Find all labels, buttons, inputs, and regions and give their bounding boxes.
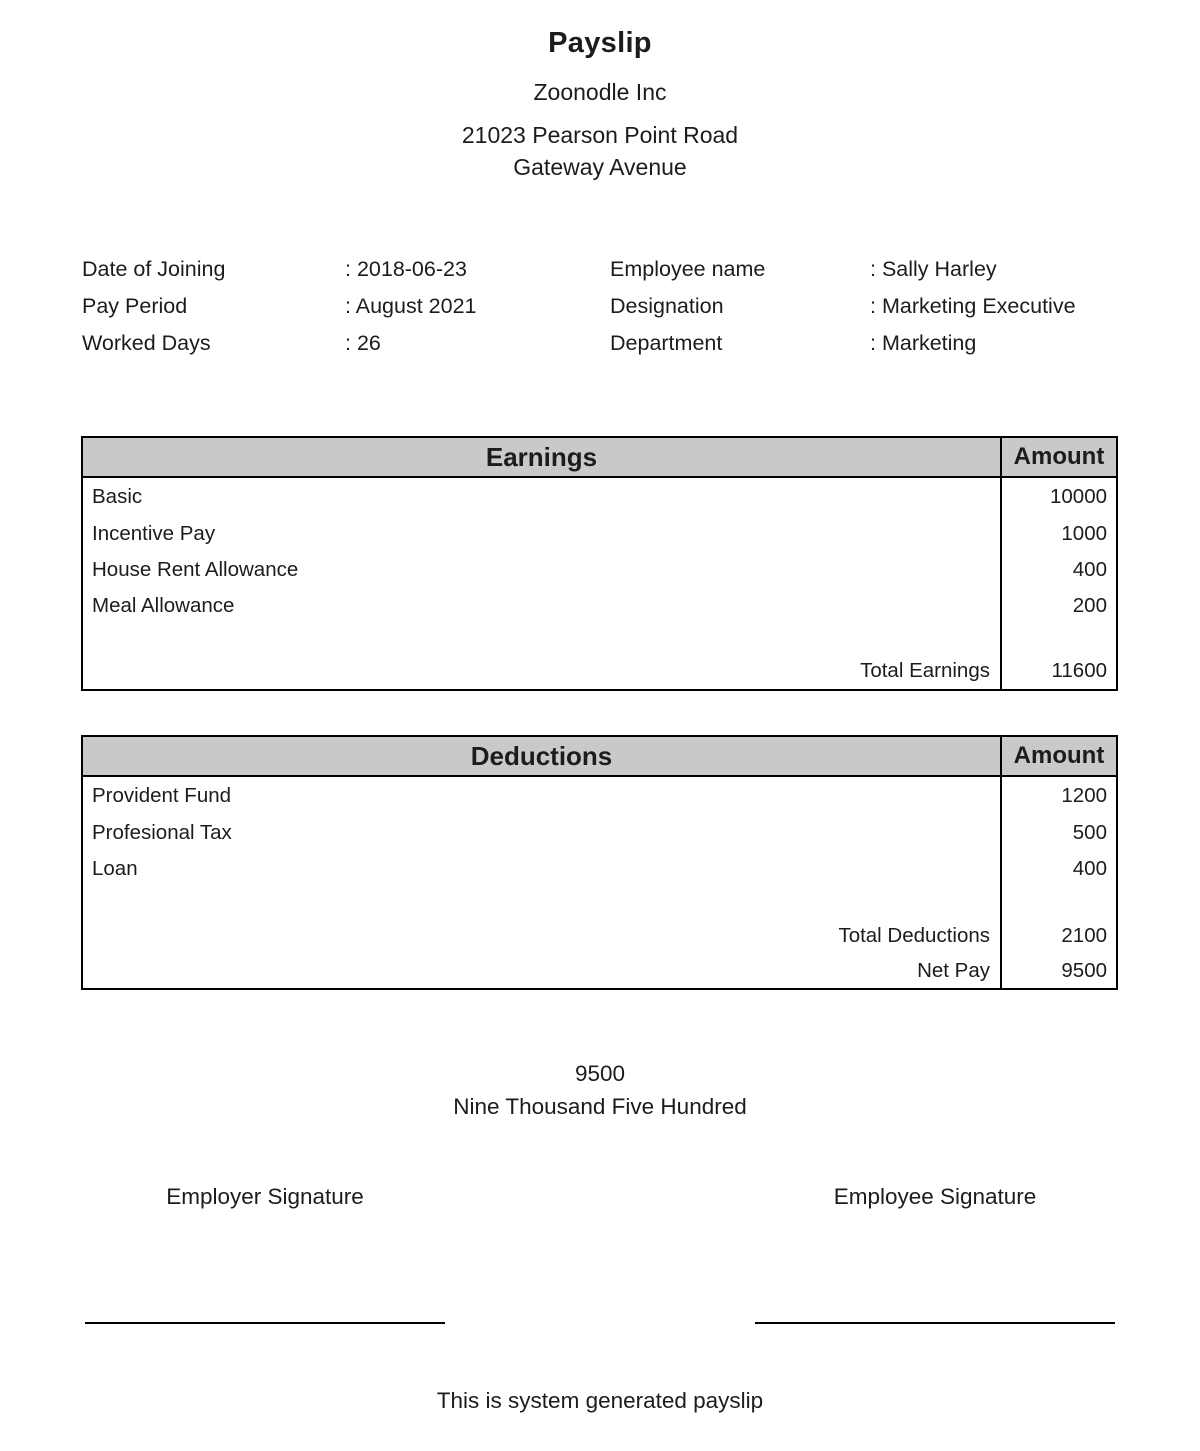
deductions-table-body — [83, 777, 1116, 988]
earnings-table-header — [83, 438, 1116, 478]
company-name: Zoonodle Inc — [533, 79, 667, 105]
system-generated-note: This is system generated payslip — [436, 1388, 764, 1413]
document-header — [0, 0, 1200, 181]
net-pay-label: Net Pay — [83, 954, 1002, 988]
deductions-row-label: Profesional Tax — [83, 815, 1002, 851]
earnings-table — [81, 436, 1118, 691]
deductions-row-amount: 1200 — [1061, 784, 1107, 807]
pay-period-label: Pay Period — [82, 294, 188, 318]
info-row-department — [610, 325, 1118, 362]
worked-days-value: : 26 — [345, 331, 381, 355]
earnings-row-label: Incentive Pay — [83, 516, 1002, 552]
employee-info-right-column — [610, 251, 1118, 362]
earnings-row-amount: 200 — [1072, 594, 1107, 617]
worked-days-label: Worked Days — [82, 331, 211, 355]
deductions-header-title: Deductions — [83, 737, 1002, 775]
table-row — [83, 777, 1116, 815]
earnings-spacer-amount-cell — [1002, 624, 1116, 653]
pay-period-value: : August 2021 — [345, 294, 477, 318]
earnings-row-amount: 1000 — [1061, 522, 1107, 545]
total-deductions-amount: 2100 — [1061, 924, 1107, 947]
designation-label: Designation — [610, 294, 724, 318]
deductions-spacer-cell — [83, 887, 1002, 918]
net-pay-summary-amount: 9500 — [574, 1061, 626, 1086]
designation-value: : Marketing Executive — [870, 294, 1076, 318]
deductions-amount-header: Amount — [1013, 742, 1105, 769]
net-pay-in-words: Nine Thousand Five Hundred — [453, 1094, 747, 1119]
info-row-pay-period — [82, 288, 610, 325]
date-of-joining-label: Date of Joining — [82, 257, 226, 281]
deductions-row-amount: 400 — [1072, 857, 1107, 880]
table-row — [83, 815, 1116, 851]
info-row-designation — [610, 288, 1118, 325]
earnings-row-label: Basic — [83, 478, 1002, 516]
net-pay-summary — [0, 1061, 1200, 1120]
deductions-row-amount: 500 — [1072, 821, 1107, 844]
earnings-spacer-cell — [83, 624, 1002, 653]
info-row-date-of-joining — [82, 251, 610, 288]
info-row-worked-days — [82, 325, 610, 362]
employee-info-section — [82, 251, 1118, 362]
department-label: Department — [610, 331, 723, 355]
company-address-line1: 21023 Pearson Point Road — [461, 122, 739, 148]
company-address-line2: Gateway Avenue — [513, 154, 687, 180]
earnings-row-label: Meal Allowance — [83, 588, 1002, 624]
employee-name-label: Employee name — [610, 257, 766, 281]
table-row — [83, 552, 1116, 588]
earnings-header-title: Earnings — [83, 438, 1002, 476]
table-row — [83, 516, 1116, 552]
deductions-table — [81, 735, 1118, 990]
signatures-section — [85, 1184, 1115, 1324]
employee-signature-line — [755, 1322, 1115, 1324]
earnings-amount-header: Amount — [1013, 443, 1105, 470]
table-row — [83, 851, 1116, 887]
deductions-spacer-amount-cell — [1002, 887, 1116, 918]
total-earnings-label: Total Earnings — [83, 653, 1002, 689]
earnings-row-amount: 400 — [1072, 558, 1107, 581]
earnings-table-body — [83, 478, 1116, 689]
deductions-row-label: Provident Fund — [83, 777, 1002, 815]
employee-signature-label: Employee Signature — [833, 1184, 1037, 1209]
earnings-row-label: House Rent Allowance — [83, 552, 1002, 588]
earnings-total-row — [83, 653, 1116, 689]
earnings-spacer-row — [83, 624, 1116, 653]
employee-signature-block — [755, 1184, 1115, 1324]
table-row — [83, 588, 1116, 624]
date-of-joining-value: : 2018-06-23 — [345, 257, 467, 281]
table-row — [83, 478, 1116, 516]
employee-name-value: : Sally Harley — [870, 257, 997, 281]
net-pay-amount: 9500 — [1061, 959, 1107, 982]
employer-signature-label: Employer Signature — [166, 1184, 364, 1209]
info-row-employee-name — [610, 251, 1118, 288]
total-earnings-amount: 11600 — [1051, 659, 1107, 682]
deductions-spacer-row — [83, 887, 1116, 918]
earnings-row-amount: 10000 — [1049, 485, 1107, 508]
total-deductions-label: Total Deductions — [83, 918, 1002, 954]
page-title: Payslip — [548, 27, 652, 59]
employer-signature-block — [85, 1184, 445, 1324]
department-value: : Marketing — [870, 331, 977, 355]
deductions-row-label: Loan — [83, 851, 1002, 887]
deductions-total-row — [83, 918, 1116, 954]
net-pay-row — [83, 954, 1116, 988]
employee-info-left-column — [82, 251, 610, 362]
employer-signature-line — [85, 1322, 445, 1324]
deductions-table-header — [83, 737, 1116, 777]
